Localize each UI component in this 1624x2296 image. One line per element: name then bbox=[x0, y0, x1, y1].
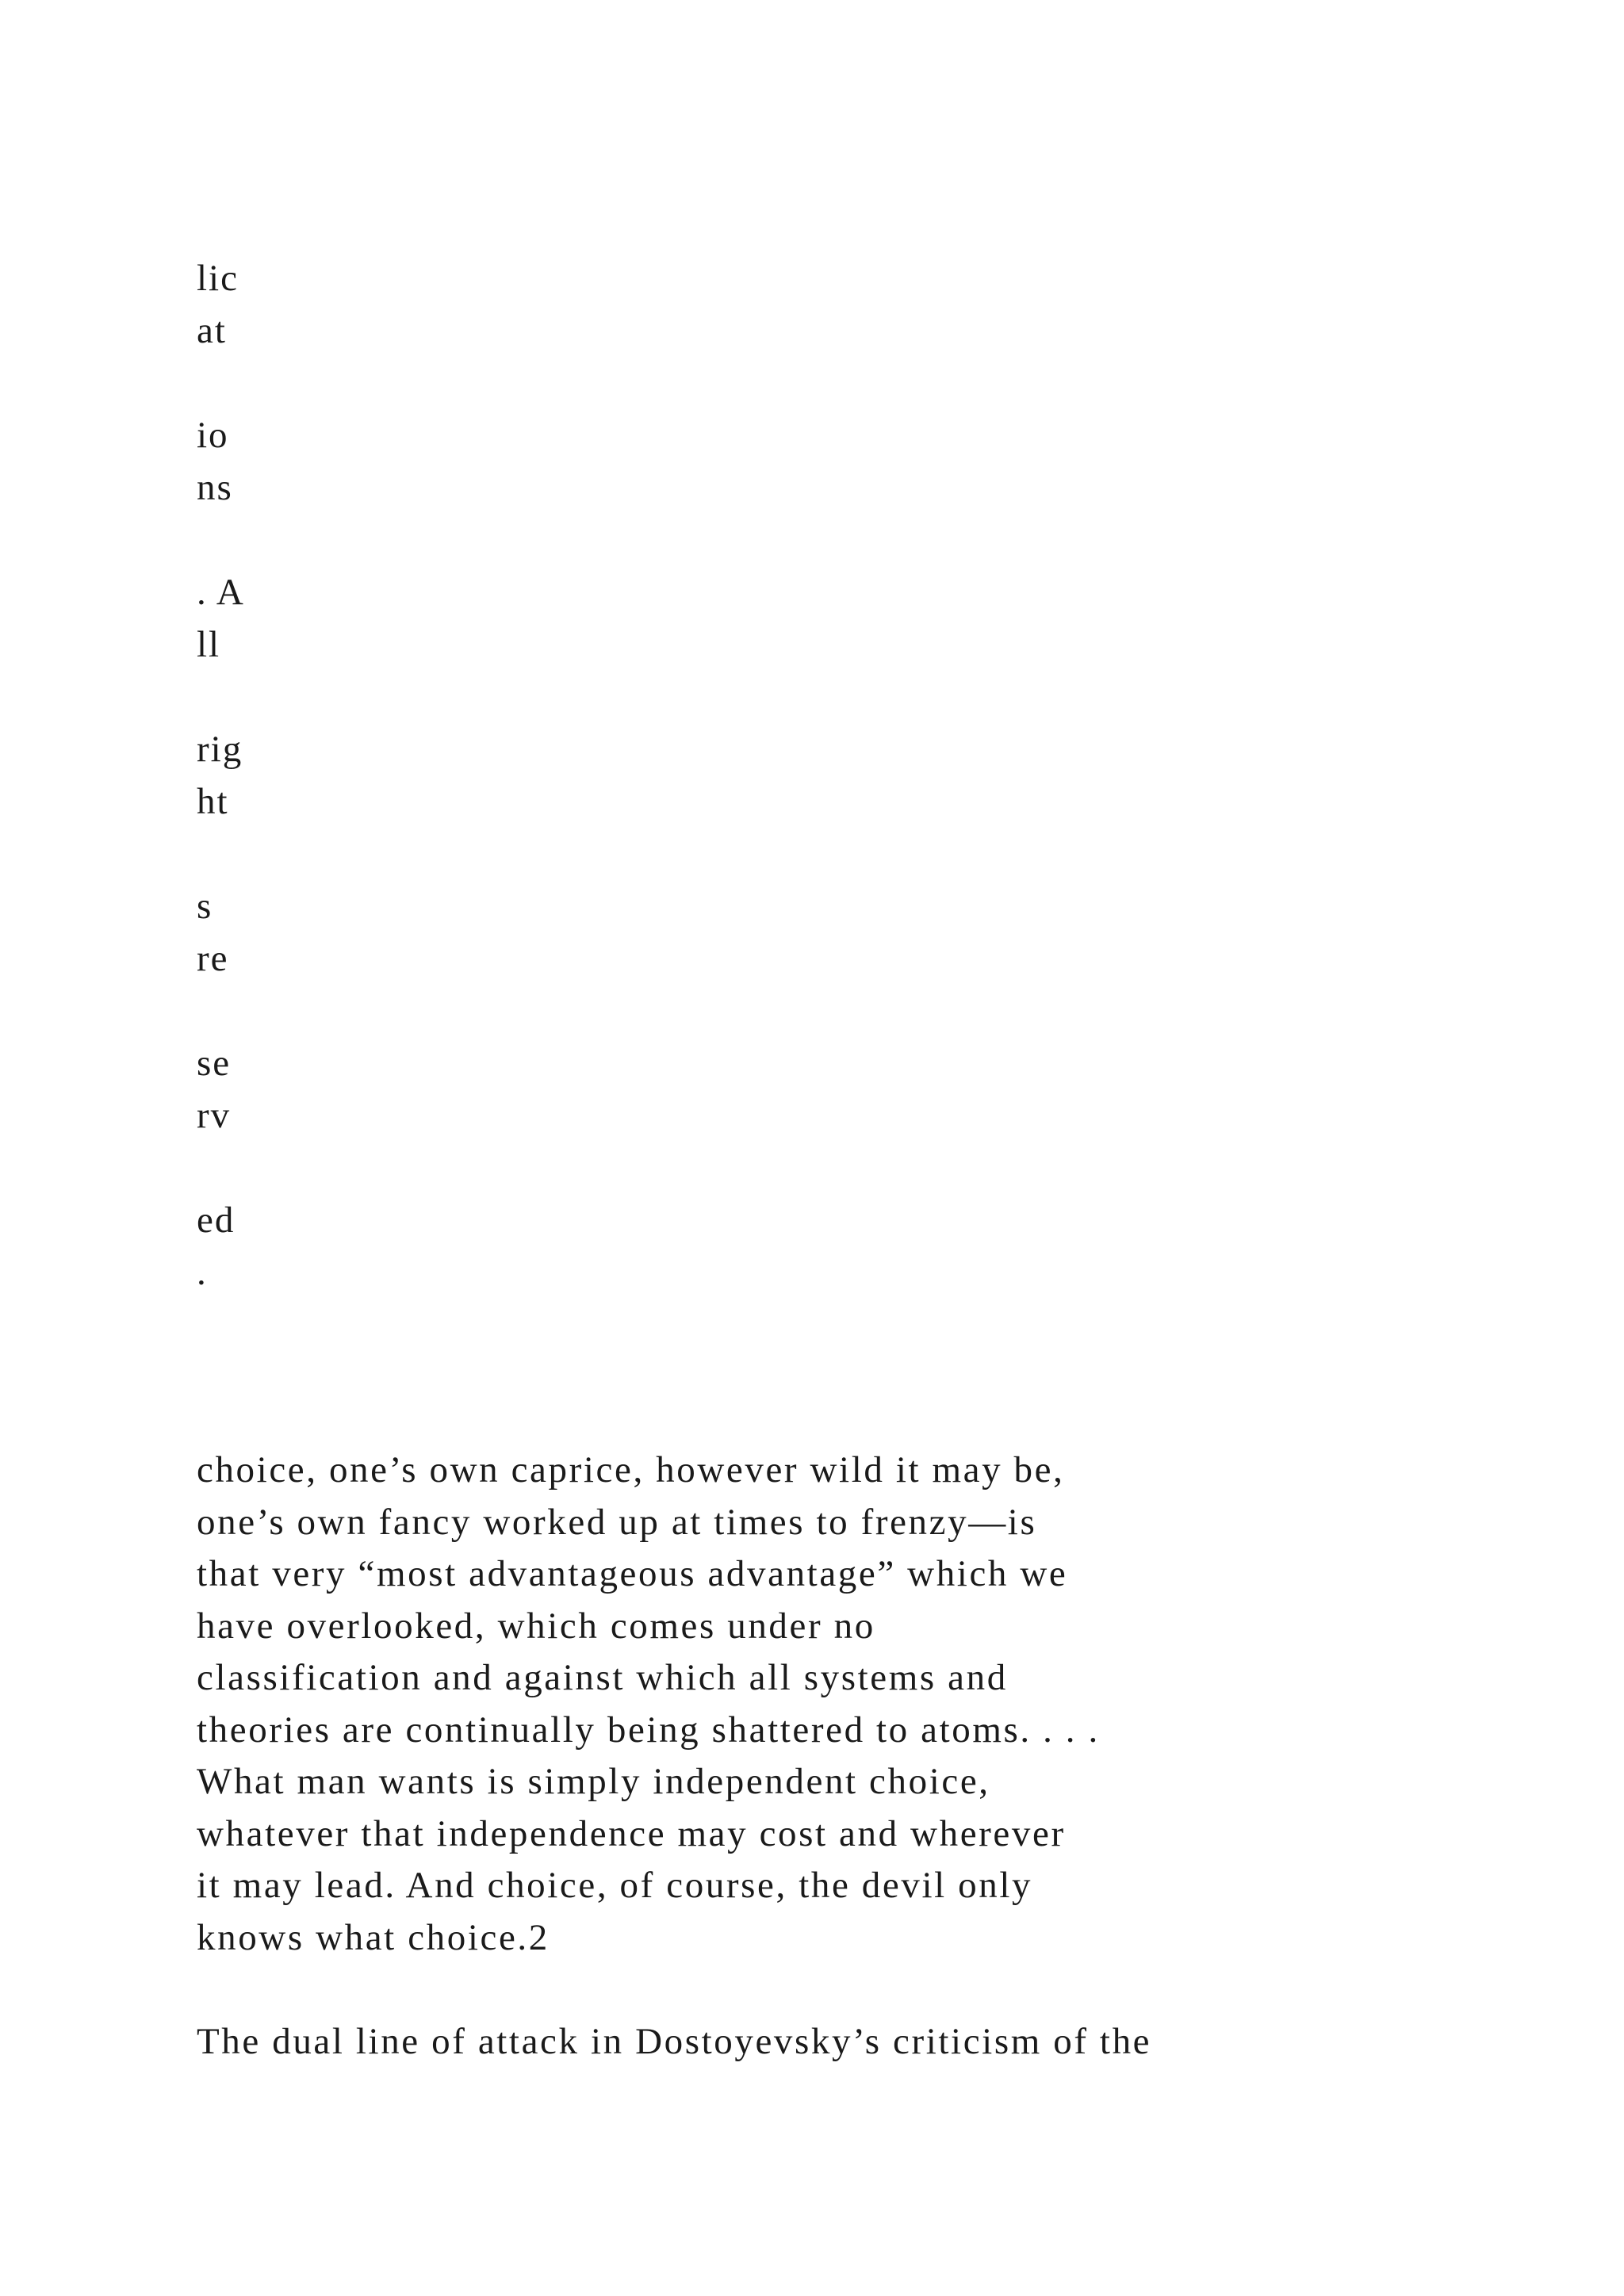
fragment-line: ht bbox=[197, 781, 229, 822]
quote-line: theories are continually being shattered to atoms. . . . bbox=[197, 1709, 1100, 1751]
quote-line: whatever that independence may cost and wherever bbox=[197, 1812, 1066, 1854]
quote-line: have overlooked, which comes under no bbox=[197, 1605, 875, 1647]
quote-line: What man wants is simply independent choice, bbox=[197, 1761, 990, 1802]
body-text bbox=[197, 1445, 1561, 2068]
block-quote bbox=[197, 1445, 1561, 1964]
fragment-line: . bbox=[197, 1252, 208, 1293]
quote-line: classification and against which all systems and bbox=[197, 1657, 1008, 1698]
copyright-fragment bbox=[197, 252, 514, 1351]
fragment-line: at bbox=[197, 310, 227, 351]
fragment-group bbox=[197, 723, 514, 828]
paragraph-line: The dual line of attack in Dostoyevsky’s criticism of the bbox=[197, 2020, 1152, 2062]
fragment-line: lic bbox=[197, 258, 239, 299]
fragment-group bbox=[197, 566, 514, 671]
fragment-line: ns bbox=[197, 467, 233, 508]
fragment-line: se bbox=[197, 1043, 232, 1084]
fragment-group bbox=[197, 1194, 514, 1299]
paragraph-gap bbox=[197, 1964, 1561, 2016]
fragment-line: s bbox=[197, 886, 213, 927]
fragment-line: ll bbox=[197, 624, 221, 665]
fragment-line: io bbox=[197, 415, 229, 456]
fragment-line: re bbox=[197, 938, 229, 979]
fragment-line: ed bbox=[197, 1200, 236, 1241]
quote-line: it may lead. And choice, of course, the devil only bbox=[197, 1865, 1033, 1906]
fragment-line: rig bbox=[197, 729, 243, 770]
fragment-line: rv bbox=[197, 1095, 232, 1136]
quote-line: knows what choice.2 bbox=[197, 1916, 550, 1958]
quote-line: that very “most advantageous advantage” which we bbox=[197, 1553, 1068, 1594]
fragment-group bbox=[197, 1037, 514, 1142]
fragment-group bbox=[197, 409, 514, 514]
fragment-group bbox=[197, 252, 514, 357]
fragment-group bbox=[197, 880, 514, 985]
quote-line: one’s own fancy worked up at times to frenzy—is bbox=[197, 1501, 1037, 1543]
quote-line: choice, one’s own caprice, however wild it may be, bbox=[197, 1449, 1065, 1490]
fragment-line: . A bbox=[197, 572, 245, 613]
